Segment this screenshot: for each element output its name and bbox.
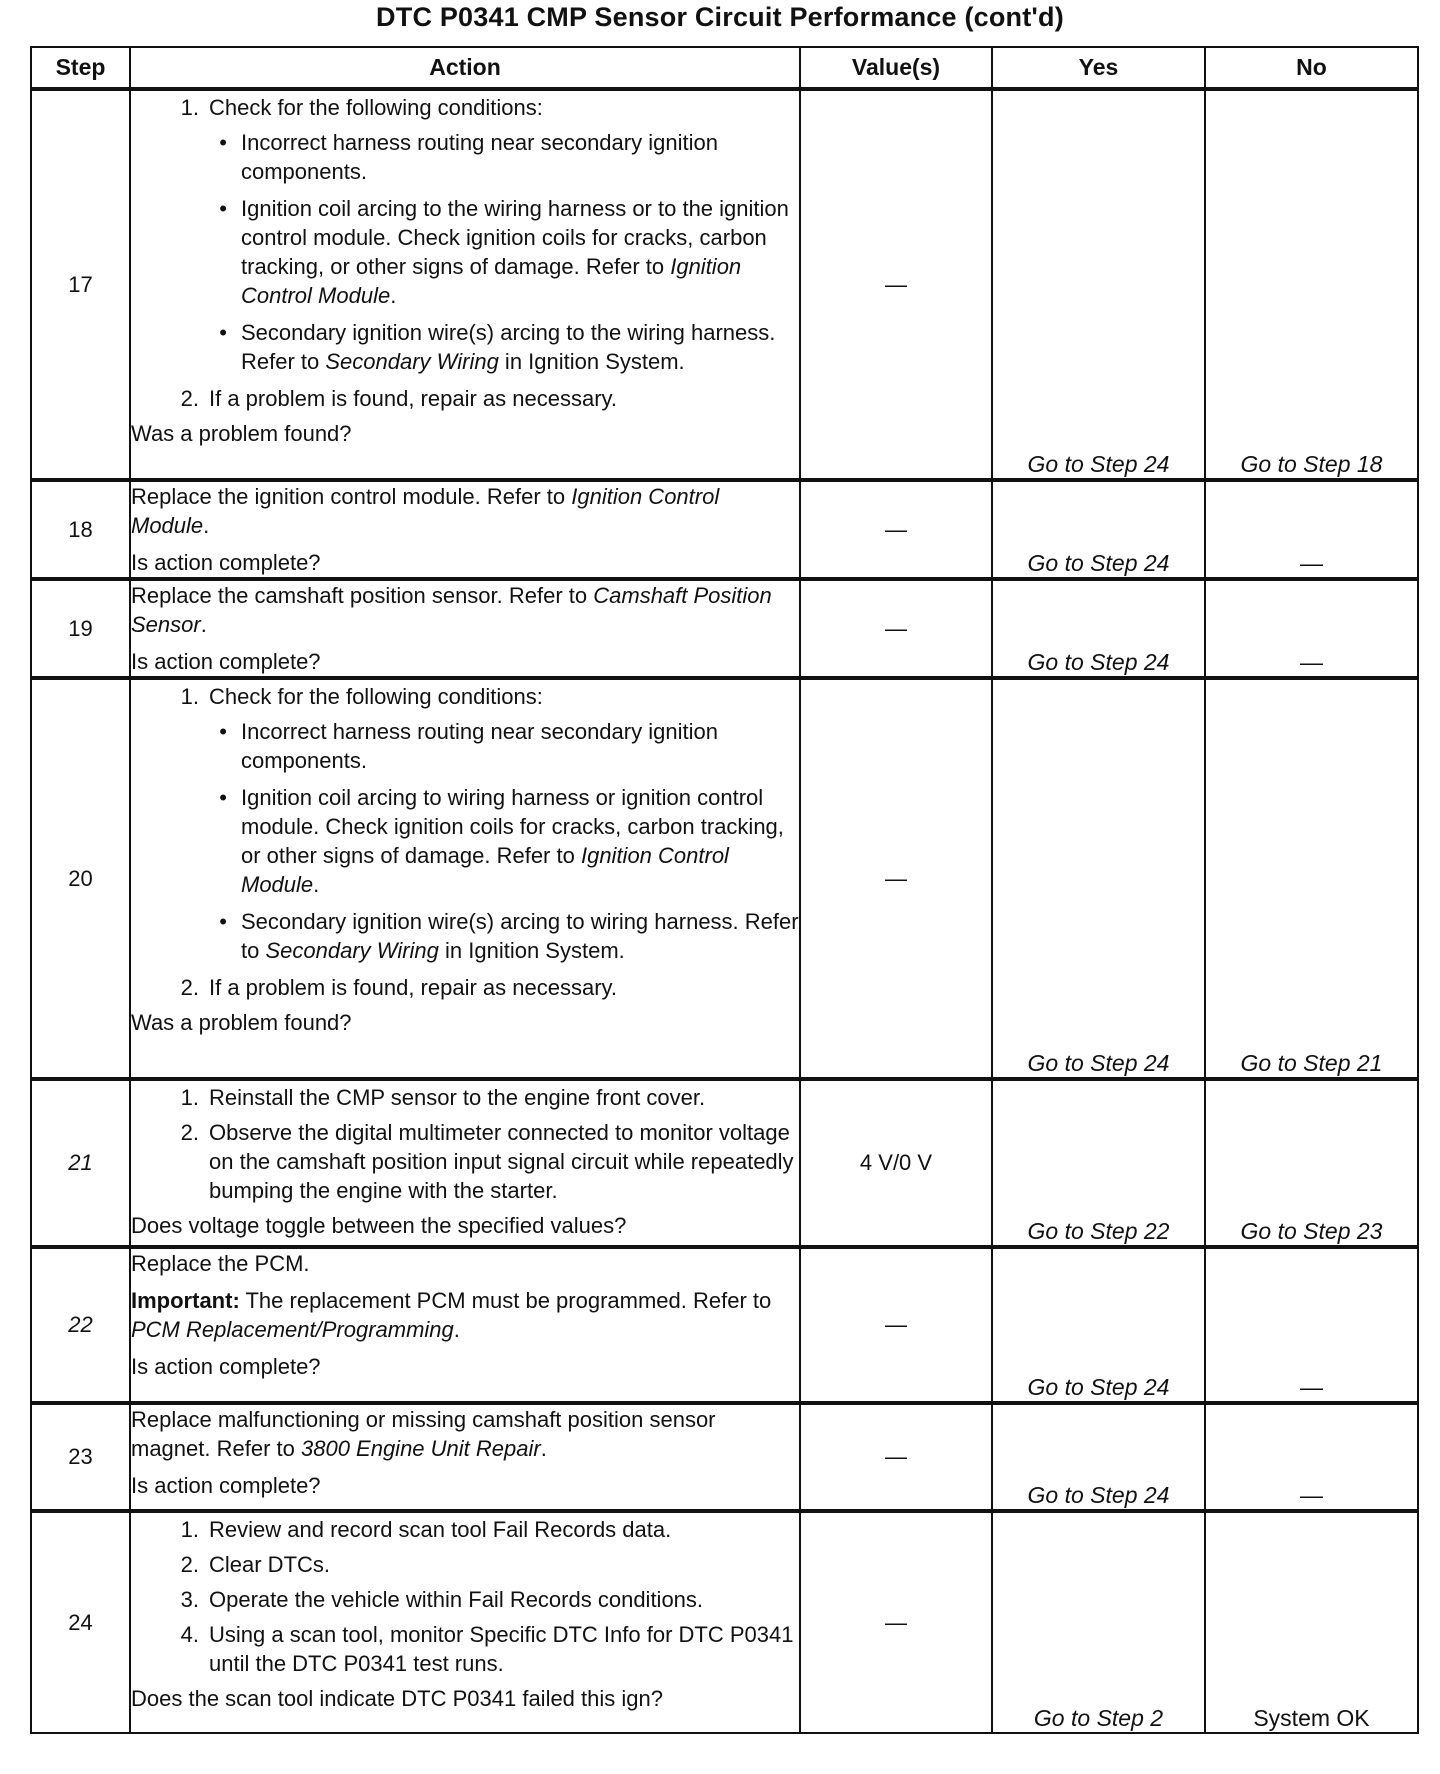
value-cell: — xyxy=(800,579,992,678)
bullet-icon: • xyxy=(219,130,227,155)
action-text: Replace malfunctioning or missing camshaft position sensor magnet. Refer to 3800 Engine Unit Repair. xyxy=(131,1407,716,1461)
table-row xyxy=(31,1511,1418,1733)
step-number: 24 xyxy=(31,1511,130,1733)
bullet-text: Secondary ignition wire(s) arcing to wiring harness. Refer to Secondary Wiring in Ignition System. xyxy=(241,909,799,963)
action-cell xyxy=(130,579,800,678)
step-number: 22 xyxy=(31,1247,130,1403)
reference-link: Camshaft Position Sensor xyxy=(131,583,772,637)
no-cell: System OK xyxy=(1205,1511,1418,1733)
question-text: Does voltage toggle between the specified values? xyxy=(131,1213,627,1238)
action-cell xyxy=(130,1079,800,1247)
yes-cell: Go to Step 24 xyxy=(992,1403,1205,1511)
item-text: Check for the following conditions: xyxy=(209,95,543,120)
header-yes: Yes xyxy=(992,47,1205,89)
yes-cell: Go to Step 24 xyxy=(992,678,1205,1079)
value-cell: — xyxy=(800,89,992,480)
table-row xyxy=(31,1247,1418,1403)
item-number: 2. xyxy=(180,386,199,411)
action-cell xyxy=(130,1403,800,1511)
yes-cell: Go to Step 22 xyxy=(992,1079,1205,1247)
reference-link: Ignition Control Module xyxy=(131,484,720,538)
action-text: Replace the camshaft position sensor. Refer to Camshaft Position Sensor. xyxy=(131,583,772,637)
item-number: 1. xyxy=(180,1085,199,1110)
question-text: Is action complete? xyxy=(131,649,321,674)
no-cell: — xyxy=(1205,579,1418,678)
value-cell: — xyxy=(800,1403,992,1511)
no-cell: — xyxy=(1205,1247,1418,1403)
question-text: Was a problem found? xyxy=(131,421,352,446)
item-text: Review and record scan tool Fail Records data. xyxy=(209,1517,672,1542)
header-action: Action xyxy=(130,47,800,89)
action-cell xyxy=(130,1247,800,1403)
header-no: No xyxy=(1205,47,1418,89)
no-cell: Go to Step 21 xyxy=(1205,678,1418,1079)
bullet-icon: • xyxy=(219,785,227,810)
reference-link: PCM Replacement/Programming xyxy=(131,1317,454,1342)
value-cell: — xyxy=(800,1511,992,1733)
item-text: Check for the following conditions: xyxy=(209,684,543,709)
bullet-icon: • xyxy=(219,196,227,221)
reference-link: Secondary Wiring xyxy=(265,938,439,963)
item-text: Operate the vehicle within Fail Records conditions. xyxy=(209,1587,704,1612)
diagnostic-table xyxy=(30,46,1419,1734)
item-text: If a problem is found, repair as necessary. xyxy=(209,975,618,1000)
action-cell xyxy=(130,1511,800,1733)
important-note: Important: The replacement PCM must be programmed. Refer to PCM Replacement/Programming. xyxy=(131,1288,772,1342)
value-cell: — xyxy=(800,1247,992,1403)
step-number: 19 xyxy=(31,579,130,678)
step-number: 18 xyxy=(31,480,130,579)
table-row xyxy=(31,678,1418,1079)
question-text: Is action complete? xyxy=(131,1354,321,1379)
step-number: 20 xyxy=(31,678,130,1079)
bullet-text: Ignition coil arcing to the wiring harness or to the ignition control module. Check ignition coils for cracks, carbon tracking, or other signs of damage. Refer to Ignition Control Module. xyxy=(241,196,789,308)
bullet-text: Incorrect harness routing near secondary ignition components. xyxy=(241,719,718,773)
value-cell: — xyxy=(800,480,992,579)
table-row xyxy=(31,579,1418,678)
item-number: 2. xyxy=(180,1120,199,1145)
action-cell xyxy=(130,480,800,579)
value-cell: — xyxy=(800,678,992,1079)
action-text: Replace the PCM. xyxy=(131,1251,310,1276)
reference-link: Secondary Wiring xyxy=(325,349,499,374)
item-number: 1. xyxy=(180,684,199,709)
item-number: 1. xyxy=(180,95,199,120)
item-number: 2. xyxy=(180,1552,199,1577)
important-label: Important: xyxy=(131,1288,240,1313)
table-row xyxy=(31,1403,1418,1511)
item-text: If a problem is found, repair as necessary. xyxy=(209,386,618,411)
reference-link: 3800 Engine Unit Repair xyxy=(300,1436,541,1461)
step-number: 17 xyxy=(31,89,130,480)
question-text: Does the scan tool indicate DTC P0341 failed this ign? xyxy=(131,1686,663,1711)
value-cell: 4 V/0 V xyxy=(800,1079,992,1247)
table-row xyxy=(31,1079,1418,1247)
question-text: Was a problem found? xyxy=(131,1010,352,1035)
yes-cell: Go to Step 24 xyxy=(992,579,1205,678)
yes-cell: Go to Step 2 xyxy=(992,1511,1205,1733)
no-cell: Go to Step 18 xyxy=(1205,89,1418,480)
bullet-text: Ignition coil arcing to wiring harness or ignition control module. Check ignition coils for cracks, carbon tracking, or other signs of damage. Refer to Ignition Control Module. xyxy=(241,785,784,897)
yes-cell: Go to Step 24 xyxy=(992,1247,1205,1403)
item-text: Reinstall the CMP sensor to the engine front cover. xyxy=(209,1085,706,1110)
table-row xyxy=(31,89,1418,480)
action-text: Replace the ignition control module. Refer to Ignition Control Module. xyxy=(131,484,720,538)
table-row xyxy=(31,480,1418,579)
yes-cell: Go to Step 24 xyxy=(992,89,1205,480)
no-cell: — xyxy=(1205,1403,1418,1511)
item-number: 2. xyxy=(180,975,199,1000)
header-values: Value(s) xyxy=(800,47,992,89)
reference-link: Ignition Control Module xyxy=(241,254,742,308)
reference-link: Ignition Control Module xyxy=(241,843,729,897)
action-cell xyxy=(130,89,800,480)
item-text: Observe the digital multimeter connected to monitor voltage on the camshaft position input signal circuit while repeatedly bumping the engine with the starter. xyxy=(209,1120,794,1203)
header-row xyxy=(31,47,1418,89)
item-text: Using a scan tool, monitor Specific DTC Info for DTC P0341 until the DTC P0341 test runs. xyxy=(209,1622,794,1676)
item-number: 4. xyxy=(180,1622,199,1647)
item-number: 1. xyxy=(180,1517,199,1542)
bullet-text: Incorrect harness routing near secondary ignition components. xyxy=(241,130,718,184)
page-title: DTC P0341 CMP Sensor Circuit Performance (cont'd) xyxy=(376,2,1064,32)
bullet-icon: • xyxy=(219,719,227,744)
no-cell: — xyxy=(1205,480,1418,579)
bullet-icon: • xyxy=(219,320,227,345)
step-number: 21 xyxy=(31,1079,130,1247)
item-text: Clear DTCs. xyxy=(209,1552,331,1577)
item-number: 3. xyxy=(180,1587,199,1612)
no-cell: Go to Step 23 xyxy=(1205,1079,1418,1247)
header-step: Step xyxy=(31,47,130,89)
bullet-icon: • xyxy=(219,909,227,934)
yes-cell: Go to Step 24 xyxy=(992,480,1205,579)
question-text: Is action complete? xyxy=(131,1473,321,1498)
step-number: 23 xyxy=(31,1403,130,1511)
question-text: Is action complete? xyxy=(131,550,321,575)
action-cell xyxy=(130,678,800,1079)
bullet-text: Secondary ignition wire(s) arcing to the wiring harness. Refer to Secondary Wiring in Ignition System. xyxy=(241,320,776,374)
